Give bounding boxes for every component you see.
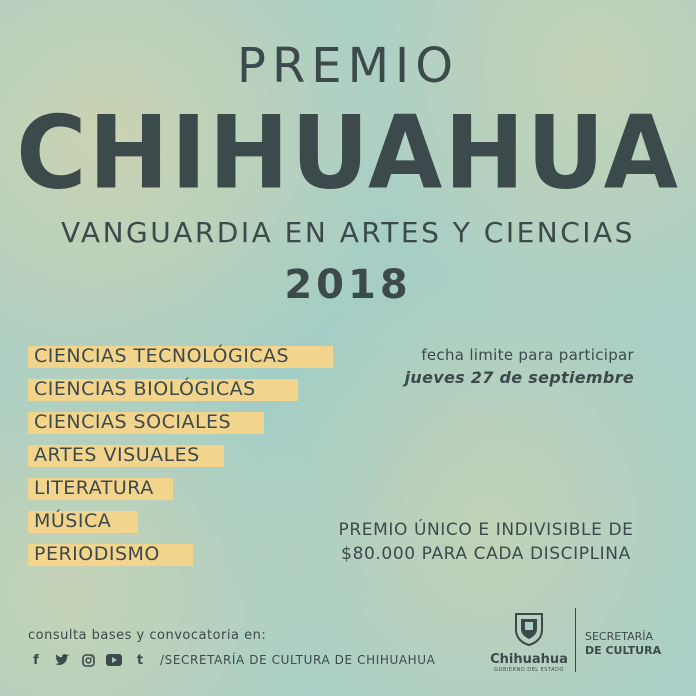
discipline-item: PERIODISMO xyxy=(28,542,289,566)
logo-divider xyxy=(575,608,576,672)
discipline-item: MÚSICA xyxy=(28,509,289,533)
shield-icon xyxy=(514,612,544,646)
discipline-item: CIENCIAS TECNOLÓGICAS xyxy=(28,344,289,368)
discipline-item: CIENCIAS SOCIALES xyxy=(28,410,289,434)
prize-line-2: $80.000 PARA CADA DISCIPLINA xyxy=(341,544,631,564)
deadline-date: jueves 27 de septiembre xyxy=(404,368,634,387)
discipline-item: LITERATURA xyxy=(28,476,289,500)
state-sub: GOBIERNO DEL ESTADO xyxy=(494,667,564,673)
discipline-item: CIENCIAS BIOLÓGICAS xyxy=(28,377,289,401)
year: 2018 xyxy=(284,262,412,308)
state-name: Chihuahua xyxy=(490,652,568,667)
deadline-block xyxy=(334,346,634,387)
instagram-icon[interactable] xyxy=(80,652,96,668)
prize-line-1: PREMIO ÚNICO E INDIVISIBLE DE xyxy=(338,520,634,540)
consulta-text: consulta bases y convocatoria en: xyxy=(28,628,267,643)
prize-block xyxy=(316,518,656,566)
facebook-icon[interactable]: f xyxy=(33,652,39,668)
cultura-path: /SECRETARÍA DE CULTURA DE CHIHUAHUA xyxy=(160,653,436,667)
social-links xyxy=(28,652,435,668)
secretaria-line-1: SECRETARÍA xyxy=(585,630,654,643)
tumblr-icon[interactable]: t xyxy=(136,652,144,668)
state-logo xyxy=(490,612,568,673)
discipline-item: ARTES VISUALES xyxy=(28,443,289,467)
twitter-icon[interactable] xyxy=(54,652,70,668)
subtitle: VANGUARDIA EN ARTES Y CIENCIAS xyxy=(61,216,635,249)
deadline-lead: fecha limite para participar xyxy=(421,346,634,364)
premio-title: PREMIO xyxy=(237,38,459,94)
chihuahua-title: CHIHUAHUA xyxy=(16,94,680,212)
secretaria-line-2: DE CULTURA xyxy=(585,644,662,657)
youtube-icon[interactable] xyxy=(106,652,122,668)
secretaria-logo xyxy=(585,630,661,658)
disciplines-list xyxy=(28,344,289,575)
